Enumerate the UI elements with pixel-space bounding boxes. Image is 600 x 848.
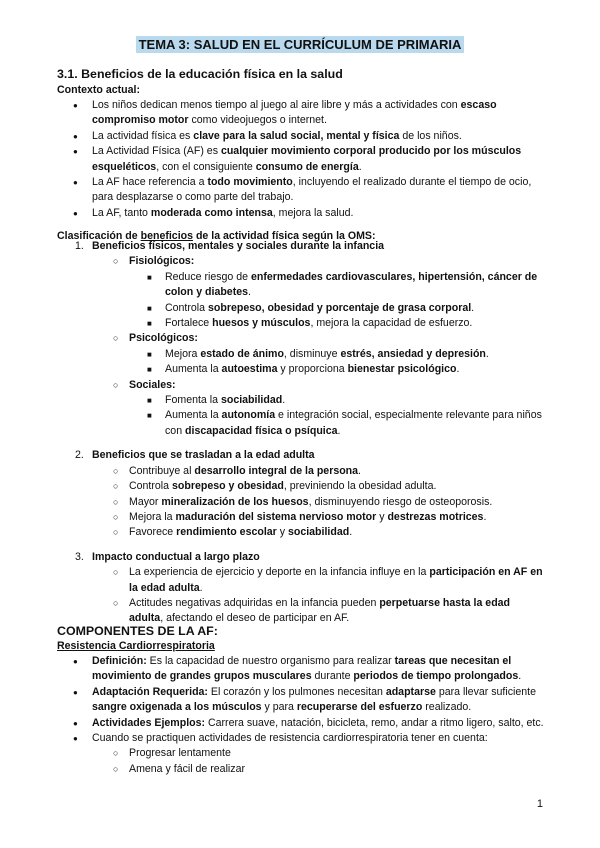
bold-text: adaptarse: [385, 685, 436, 698]
context-item: ● La AF, tanto moderada como intensa, mejora la salud.: [57, 206, 547, 221]
benefit-category: [57, 331, 547, 346]
bold-text: rendimiento escolar: [176, 526, 277, 539]
bold-text: destrezas motrices: [387, 510, 484, 523]
bold-text: autoestima: [221, 363, 278, 376]
list-number: 1.: [75, 240, 84, 252]
bold-text: participación en AF en la edad adulta: [129, 566, 543, 594]
bold-text: maduración del sistema nervioso motor: [175, 510, 377, 523]
bold-text: escaso compromiso motor: [92, 99, 497, 127]
list-number: 3.: [75, 550, 84, 563]
components-heading: COMPONENTES DE LA AF:: [57, 624, 218, 638]
benefit-group-title: 2. Beneficios que se trasladan a la edad adulta: [57, 448, 547, 463]
oms-heading-post: de la actividad física según la OMS:: [193, 230, 376, 242]
bold-text: estrés, ansiedad y depresión: [340, 347, 486, 360]
context-item: ● La Actividad Física (AF) es cualquier movimiento corporal producido por los músculos esqueléticos, con el consiguiente consumo de energía.: [57, 144, 547, 175]
oms-benefit-groups: [57, 239, 547, 627]
bold-text: sociabilidad: [220, 394, 283, 407]
component-item: ● Actividades Ejemplos: Carrera suave, natación, bicicleta, remo, andar a ritmo ligero, salto, etc.: [57, 716, 547, 731]
bold-text: sangre oxigenada a los músculos: [92, 701, 262, 714]
section-heading: 3.1. Beneficios de la educación física en la salud: [57, 67, 343, 81]
benefit-item: ○ Mayor mineralización de los huesos, disminuyendo riesgo de osteoporosis.: [57, 495, 547, 510]
bold-text: consumo de energía: [255, 160, 359, 173]
context-heading: Contexto actual:: [57, 84, 140, 96]
benefit-item: ■ Mejora estado de ánimo, disminuye estrés, ansiedad y depresión.: [57, 347, 547, 362]
bold-text: Adaptación Requerida:: [92, 685, 208, 698]
bold-text: Fisiológicos:: [129, 255, 195, 268]
benefit-item: ■ Controla sobrepeso, obesidad y porcentaje de grasa corporal.: [57, 301, 547, 316]
bold-text: Psicológicos:: [129, 332, 198, 345]
bold-text: enfermedades cardiovasculares, hipertensión, cáncer de colon y diabetes: [165, 270, 538, 299]
list-number: 2.: [75, 449, 84, 462]
benefit-item: ■ Fomenta la sociabilidad.: [57, 393, 547, 408]
bold-text: recuperarse del esfuerzo: [296, 701, 423, 714]
document-title-row: [0, 37, 600, 54]
benefit-item: ○ Controla sobrepeso y obesidad, previniendo la obesidad adulta.: [57, 479, 547, 494]
benefit-item: ○ Actitudes negativas adquiridas en la infancia pueden perpetuarse hasta la edad adulta, afectando el deseo de participar en AF.: [57, 596, 547, 627]
bold-text: huesos y músculos: [212, 317, 311, 330]
benefit-item: ■ Reduce riesgo de enfermedades cardiovasculares, hipertensión, cáncer de colon y diabetes.: [57, 270, 547, 301]
component-tip: ○ Progresar lentamente: [57, 746, 547, 761]
component-tip: ○ Amena y fácil de realizar: [57, 762, 547, 777]
bold-text: desarrollo integral de la persona: [194, 464, 359, 477]
context-item: ● La AF hace referencia a todo movimiento, incluyendo el realizado durante el tiempo de ocio, para desplazarse o como parte del trabajo.: [57, 175, 547, 206]
benefit-item: ■ Aumenta la autoestima y proporciona bienestar psicológico.: [57, 362, 547, 377]
bold-text: tareas que necesitan el movimiento de grandes grupos musculares: [92, 655, 512, 683]
benefit-category: [57, 378, 547, 393]
context-list: [57, 98, 547, 221]
benefit-group-title: 3. Impacto conductual a largo plazo: [57, 550, 547, 565]
benefit-item: ○ Favorece rendimiento escolar y sociabilidad.: [57, 525, 547, 540]
bold-text: mineralización de los huesos: [161, 495, 309, 508]
component-item: ● Definición: Es la capacidad de nuestro organismo para realizar tareas que necesitan el movimiento de grandes grupos musculares durante periodos de tiempo prolongados.: [57, 654, 547, 685]
bold-text: autonomía: [221, 409, 276, 422]
bold-text: cualquier movimiento corporal producido por los músculos esqueléticos: [92, 145, 522, 173]
benefit-item: ○ Contribuye al desarrollo integral de la persona.: [57, 464, 547, 479]
bold-text: sociabilidad: [287, 526, 350, 539]
benefit-item: ■ Fortalece huesos y músculos, mejora la capacidad de esfuerzo.: [57, 316, 547, 331]
bold-text: perpetuarse hasta la edad adulta: [129, 596, 511, 625]
benefit-item: ○ Mejora la maduración del sistema nervioso motor y destrezas motrices.: [57, 510, 547, 525]
bold-text: sobrepeso y obesidad: [172, 480, 284, 493]
oms-heading-pre: Clasificación de: [57, 230, 141, 242]
bold-text: Definición:: [92, 655, 147, 667]
bold-text: moderada como intensa: [150, 206, 273, 219]
bold-text: Sociales:: [129, 378, 176, 391]
bold-text: estado de ánimo: [200, 347, 284, 360]
bold-text: periodos de tiempo prolongados: [353, 670, 519, 683]
benefit-group-title: 1. Beneficios físicos, mentales y sociales durante la infancia: [57, 239, 547, 254]
bold-text: clave para la salud social, mental y física: [193, 129, 400, 142]
benefit-item: ■ Aumenta la autonomía e integración social, especialmente relevante para niños con discapacidad física o psíquica.: [57, 408, 547, 439]
page-number: 1: [536, 798, 543, 810]
bold-text: bienestar psicológico: [347, 363, 457, 376]
components-list: [57, 654, 547, 777]
bold-text: todo movimiento: [207, 176, 293, 189]
bold-text: sobrepeso, obesidad y porcentaje de grasa corporal: [208, 301, 472, 314]
components-subheading: Resistencia Cardiorrespiratoria: [57, 640, 215, 652]
bold-text: Actividades Ejemplos:: [92, 716, 206, 729]
context-item: ● La actividad física es clave para la salud social, mental y física de los niños.: [57, 129, 547, 144]
oms-heading-underlined: beneficios: [140, 230, 194, 242]
benefit-item: ○ La experiencia de ejercicio y deporte en la infancia influye en la participación en AF en la edad adulta.: [57, 565, 547, 596]
component-item: ● Cuando se practiquen actividades de resistencia cardiorrespiratoria tener en cuenta:: [57, 731, 547, 746]
document-title: TEMA 3: SALUD EN EL CURRÍCULUM DE PRIMARIA: [136, 36, 465, 53]
context-item: ● Los niños dedican menos tiempo al juego al aire libre y más a actividades con escaso compromiso motor como videojuegos o internet.: [57, 98, 547, 129]
component-item: ● Adaptación Requerida: El corazón y los pulmones necesitan adaptarse para llevar suficiente sangre oxigenada a los músculos y para recuperarse del esfuerzo realizado.: [57, 685, 547, 716]
benefit-category: [57, 254, 547, 269]
bold-text: discapacidad física o psíquica: [185, 424, 338, 437]
